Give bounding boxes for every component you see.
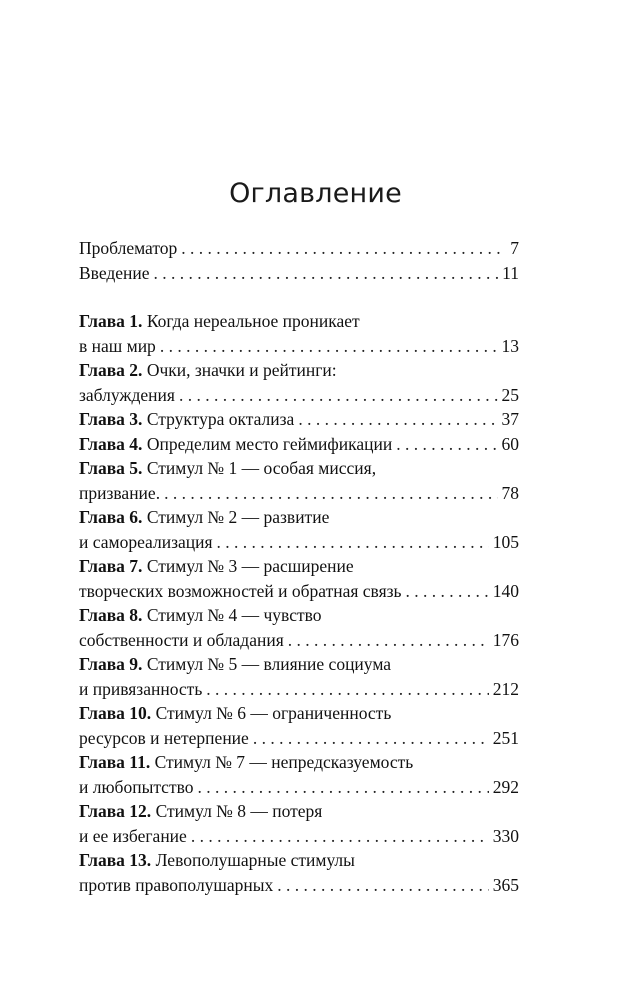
chapter-title-line1: Стимул № 8 — потеря: [155, 801, 323, 821]
toc-page-number: 292: [492, 776, 519, 797]
toc-chapter-entry[interactable]: [79, 848, 519, 897]
chapter-title-line2: против правополушарных: [79, 874, 274, 895]
chapter-line: [79, 432, 519, 457]
chapter-label: Глава 2.: [79, 360, 143, 380]
dot-leader: [288, 628, 489, 653]
chapter-label: Глава 12.: [79, 801, 152, 821]
chapter-second-line: [79, 334, 519, 359]
chapter-second-line: [79, 579, 519, 604]
toc-page-number: 212: [492, 678, 519, 699]
chapter-second-line: [79, 775, 519, 800]
chapter-title-line1: Определим место геймификации: [146, 433, 393, 454]
chapter-title-line2: заблуждения: [79, 384, 175, 405]
chapter-title-line2: и самореализация: [79, 531, 213, 552]
chapter-label: Глава 3.: [79, 409, 143, 429]
chapter-second-line: [79, 677, 519, 702]
chapter-label: Глава 13.: [79, 850, 152, 870]
chapter-second-line: [79, 628, 519, 653]
dot-leader: [191, 824, 489, 849]
toc-chapter-entry[interactable]: [79, 407, 519, 432]
toc-chapter-entry[interactable]: [79, 456, 519, 505]
chapter-list: [79, 309, 519, 897]
chapter-title-line1: Когда нереальное проникает: [146, 311, 360, 331]
toc-page-number: 25: [501, 384, 519, 405]
dot-leader: [160, 334, 498, 359]
chapter-first-line: [79, 456, 519, 481]
chapter-first-line: [79, 554, 519, 579]
chapter-first-line: [79, 505, 519, 530]
chapter-second-line: [79, 824, 519, 849]
chapter-first-line: [79, 799, 519, 824]
chapter-title-line1: Стимул № 1 — особая миссия,: [146, 458, 377, 478]
toc-page-number: 60: [501, 433, 519, 454]
toc-page-number: 78: [501, 482, 519, 503]
toc-entry-front[interactable]: [79, 236, 519, 261]
chapter-title: [79, 407, 294, 432]
toc-page-number: 330: [492, 825, 519, 846]
page-title: Оглавление: [229, 178, 402, 209]
chapter-title-line2: и привязанность: [79, 678, 203, 699]
chapter-label: Глава 8.: [79, 605, 143, 625]
dot-leader: [154, 261, 499, 286]
chapter-title: [79, 432, 392, 457]
chapter-second-line: [79, 383, 519, 408]
dot-leader: [164, 481, 497, 506]
toc-page-number: 37: [501, 409, 519, 429]
dot-leader: [396, 432, 497, 457]
dot-leader: [277, 873, 488, 898]
toc-page-number: 11: [502, 262, 519, 283]
chapter-title-line1: Стимул № 4 — чувство: [146, 605, 322, 625]
chapter-first-line: [79, 652, 519, 677]
chapter-title-line2: и ее избегание: [79, 825, 187, 846]
table-of-contents: [79, 236, 519, 897]
toc-chapter-entry[interactable]: [79, 554, 519, 603]
chapter-label: Глава 6.: [79, 507, 143, 527]
chapter-second-line: [79, 481, 519, 506]
chapter-label: Глава 10.: [79, 703, 152, 723]
chapter-title-line1: Стимул № 5 — влияние социума: [146, 654, 392, 674]
chapter-label: Глава 4.: [79, 433, 143, 454]
chapter-title-line1: Стимул № 7 — непредсказуемость: [154, 752, 414, 772]
toc-page-number: 140: [492, 580, 519, 601]
toc-chapter-entry[interactable]: [79, 750, 519, 799]
chapter-second-line: [79, 530, 519, 555]
toc-page-number: 176: [492, 629, 519, 650]
toc-page-number: 7: [510, 238, 519, 258]
toc-entry-title: Проблематор: [79, 238, 178, 258]
toc-chapter-entry[interactable]: [79, 603, 519, 652]
chapter-first-line: [79, 309, 519, 334]
dot-leader: [217, 530, 489, 555]
chapter-first-line: [79, 701, 519, 726]
chapter-label: Глава 1.: [79, 311, 143, 331]
chapter-title-line2: и любопытство: [79, 776, 194, 797]
toc-page-number: 13: [501, 335, 519, 356]
chapter-title-line1: Очки, значки и рейтинги:: [146, 360, 337, 380]
toc-chapter-entry[interactable]: [79, 652, 519, 701]
chapter-title-line1: Стимул № 3 — расширение: [146, 556, 354, 576]
chapter-title-line1: Структура октализа: [146, 409, 295, 429]
chapter-label: Глава 9.: [79, 654, 143, 674]
chapter-title-line2: ресурсов и нетерпение: [79, 727, 249, 748]
chapter-label: Глава 11.: [79, 752, 151, 772]
dot-leader: [406, 579, 489, 604]
toc-chapter-entry[interactable]: [79, 701, 519, 750]
dot-leader: [181, 236, 506, 261]
dot-leader: [253, 726, 489, 751]
chapter-title-line1: Левополушарные стимулы: [155, 850, 355, 870]
chapter-title-line2: творческих возможностей и обратная связь: [79, 580, 402, 601]
toc-page-number: 365: [492, 874, 519, 895]
chapter-title-line2: призвание.: [79, 482, 161, 503]
chapter-label: Глава 7.: [79, 556, 143, 576]
toc-chapter-entry[interactable]: [79, 309, 519, 358]
dot-leader: [298, 407, 497, 432]
toc-chapter-entry[interactable]: [79, 505, 519, 554]
dot-leader: [198, 775, 489, 800]
chapter-second-line: [79, 726, 519, 751]
dot-leader: [206, 677, 488, 702]
toc-chapter-entry[interactable]: [79, 799, 519, 848]
toc-chapter-entry[interactable]: [79, 358, 519, 407]
chapter-title-line1: Стимул № 6 — ограниченность: [155, 703, 392, 723]
chapter-title-line2: в наш мир: [79, 335, 156, 356]
toc-page-number: 251: [492, 727, 519, 748]
dot-leader: [179, 383, 498, 408]
toc-entry-front[interactable]: [79, 261, 519, 286]
chapter-first-line: [79, 358, 519, 383]
toc-chapter-entry[interactable]: [79, 432, 519, 457]
chapter-title-line2: собственности и обладания: [79, 629, 284, 650]
chapter-line: [79, 407, 519, 432]
section-spacer: [79, 285, 519, 309]
toc-entry-title: Введение: [79, 262, 150, 283]
chapter-first-line: [79, 848, 519, 873]
chapter-second-line: [79, 873, 519, 898]
chapter-title-line1: Стимул № 2 — развитие: [146, 507, 330, 527]
toc-page-number: 105: [492, 531, 519, 552]
chapter-label: Глава 5.: [79, 458, 143, 478]
chapter-first-line: [79, 603, 519, 628]
chapter-first-line: [79, 750, 519, 775]
